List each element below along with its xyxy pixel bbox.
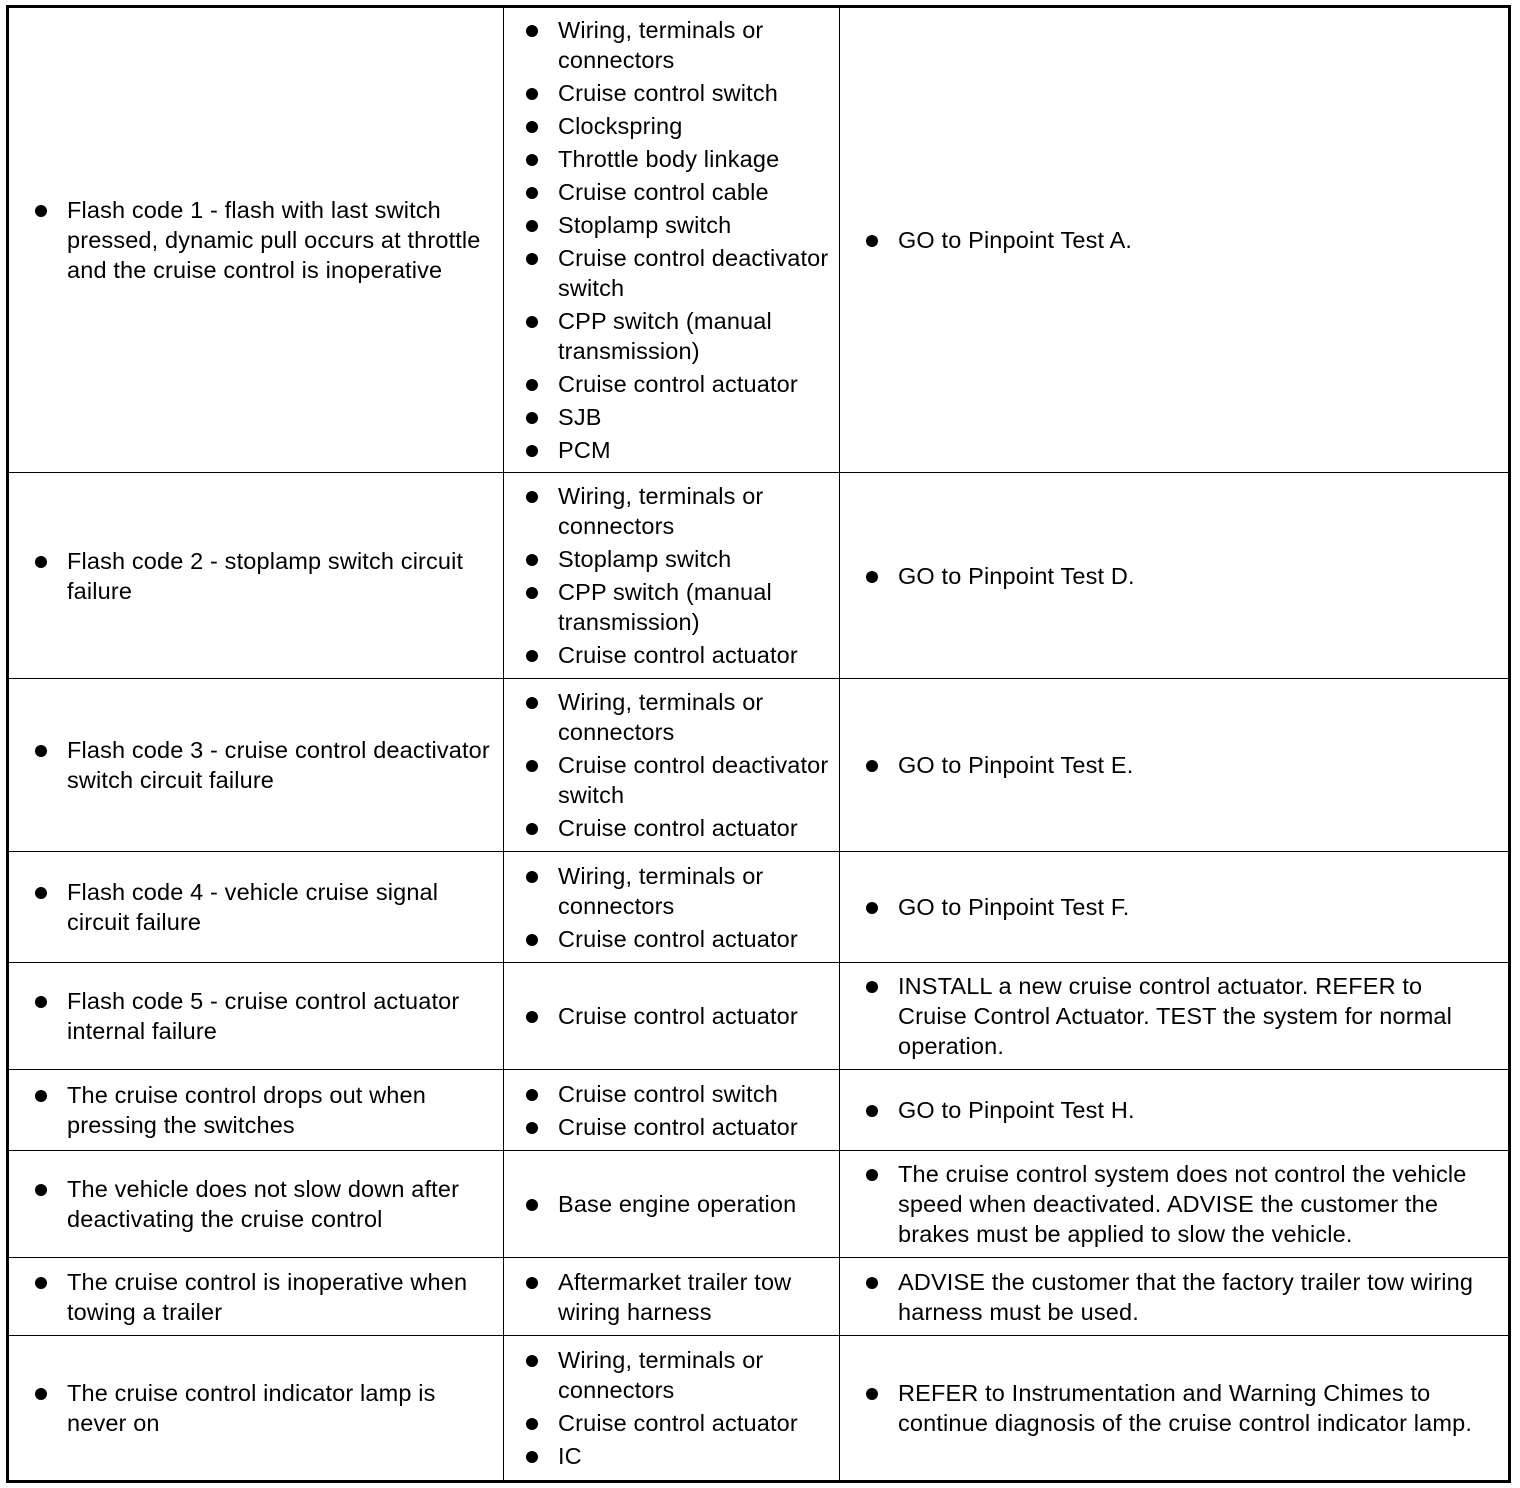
table-row	[8, 473, 1510, 679]
possible-sources-cell	[504, 679, 840, 852]
condition-cell	[8, 679, 504, 852]
possible-sources-cell	[504, 963, 840, 1070]
possible-source-item: Clockspring	[558, 111, 831, 141]
action-text: GO to Pinpoint Test E.	[898, 750, 1496, 780]
table-row	[8, 1070, 1510, 1151]
condition-text: Flash code 1 - flash with last switch pressed, dynamic pull occurs at throttle and the cruise control is inoperative	[67, 195, 491, 285]
possible-source-item: Cruise control actuator	[558, 1408, 831, 1438]
possible-source-item: CPP switch (manual transmission)	[558, 577, 831, 637]
condition-cell	[8, 1258, 504, 1336]
condition-cell	[8, 1151, 504, 1258]
table-row	[8, 679, 1510, 852]
possible-sources-cell	[504, 473, 840, 679]
action-cell	[840, 1336, 1510, 1482]
condition-cell	[8, 852, 504, 963]
possible-source-item: Cruise control deactivator switch	[558, 750, 831, 810]
action-text: REFER to Instrumentation and Warning Chimes to continue diagnosis of the cruise control indicator lamp.	[898, 1378, 1496, 1438]
possible-sources-cell	[504, 1258, 840, 1336]
condition-text: The cruise control indicator lamp is never on	[67, 1378, 491, 1438]
possible-sources-cell	[504, 1336, 840, 1482]
possible-source-item: SJB	[558, 402, 831, 432]
table-row	[8, 963, 1510, 1070]
possible-source-item: Wiring, terminals or connectors	[558, 15, 831, 75]
possible-sources-cell	[504, 852, 840, 963]
possible-source-item: Cruise control cable	[558, 177, 831, 207]
possible-source-item: Base engine operation	[558, 1189, 831, 1219]
action-text: INSTALL a new cruise control actuator. REFER to Cruise Control Actuator. TEST the system for normal operation.	[898, 971, 1496, 1061]
possible-source-item: Stoplamp switch	[558, 544, 831, 574]
action-text: The cruise control system does not control the vehicle speed when deactivated. ADVISE the customer the brakes must be applied to slow the vehicle.	[898, 1159, 1496, 1249]
condition-cell	[8, 473, 504, 679]
possible-sources-cell	[504, 7, 840, 473]
condition-text: The vehicle does not slow down after deactivating the cruise control	[67, 1174, 491, 1234]
action-text: GO to Pinpoint Test H.	[898, 1095, 1496, 1125]
possible-sources-cell	[504, 1070, 840, 1151]
table-row	[8, 1258, 1510, 1336]
possible-source-item: IC	[558, 1441, 831, 1471]
possible-source-item: Wiring, terminals or connectors	[558, 481, 831, 541]
possible-source-item: Wiring, terminals or connectors	[558, 687, 831, 747]
possible-source-item: Stoplamp switch	[558, 210, 831, 240]
condition-text: Flash code 2 - stoplamp switch circuit failure	[67, 546, 491, 606]
condition-text: Flash code 5 - cruise control actuator internal failure	[67, 986, 491, 1046]
action-cell	[840, 473, 1510, 679]
possible-source-item: Cruise control actuator	[558, 813, 831, 843]
possible-source-item: Wiring, terminals or connectors	[558, 861, 831, 921]
possible-source-item: CPP switch (manual transmission)	[558, 306, 831, 366]
condition-cell	[8, 1336, 504, 1482]
possible-source-item: PCM	[558, 435, 831, 465]
action-cell	[840, 1151, 1510, 1258]
symptom-chart-table	[6, 5, 1511, 1483]
possible-source-item: Cruise control actuator	[558, 1112, 831, 1142]
possible-sources-cell	[504, 1151, 840, 1258]
condition-text: Flash code 3 - cruise control deactivator switch circuit failure	[67, 737, 490, 793]
action-cell	[840, 1070, 1510, 1151]
possible-source-item: Aftermarket trailer tow wiring harness	[558, 1267, 831, 1327]
table-row	[8, 1151, 1510, 1258]
action-text: GO to Pinpoint Test F.	[898, 892, 1496, 922]
condition-cell	[8, 7, 504, 473]
possible-source-item: Cruise control actuator	[558, 924, 831, 954]
action-cell	[840, 1258, 1510, 1336]
possible-source-item: Cruise control deactivator switch	[558, 243, 831, 303]
condition-cell	[8, 1070, 504, 1151]
possible-source-item: Cruise control switch	[558, 1079, 831, 1109]
condition-text: The cruise control is inoperative when towing a trailer	[67, 1267, 491, 1327]
table-row	[8, 852, 1510, 963]
action-cell	[840, 7, 1510, 473]
possible-source-item: Cruise control actuator	[558, 640, 831, 670]
table-row	[8, 1336, 1510, 1482]
possible-source-item: Throttle body linkage	[558, 144, 831, 174]
possible-source-item: Cruise control actuator	[558, 369, 831, 399]
action-text: GO to Pinpoint Test A.	[898, 225, 1496, 255]
action-text: GO to Pinpoint Test D.	[898, 561, 1496, 591]
condition-text: The cruise control drops out when pressing the switches	[67, 1080, 491, 1140]
action-cell	[840, 852, 1510, 963]
table-row	[8, 7, 1510, 473]
condition-cell	[8, 963, 504, 1070]
condition-text: Flash code 4 - vehicle cruise signal circuit failure	[67, 877, 491, 937]
action-text: ADVISE the customer that the factory trailer tow wiring harness must be used.	[898, 1267, 1496, 1327]
possible-source-item: Cruise control actuator	[558, 1001, 831, 1031]
possible-source-item: Wiring, terminals or connectors	[558, 1345, 831, 1405]
action-cell	[840, 963, 1510, 1070]
action-cell	[840, 679, 1510, 852]
possible-source-item: Cruise control switch	[558, 78, 831, 108]
